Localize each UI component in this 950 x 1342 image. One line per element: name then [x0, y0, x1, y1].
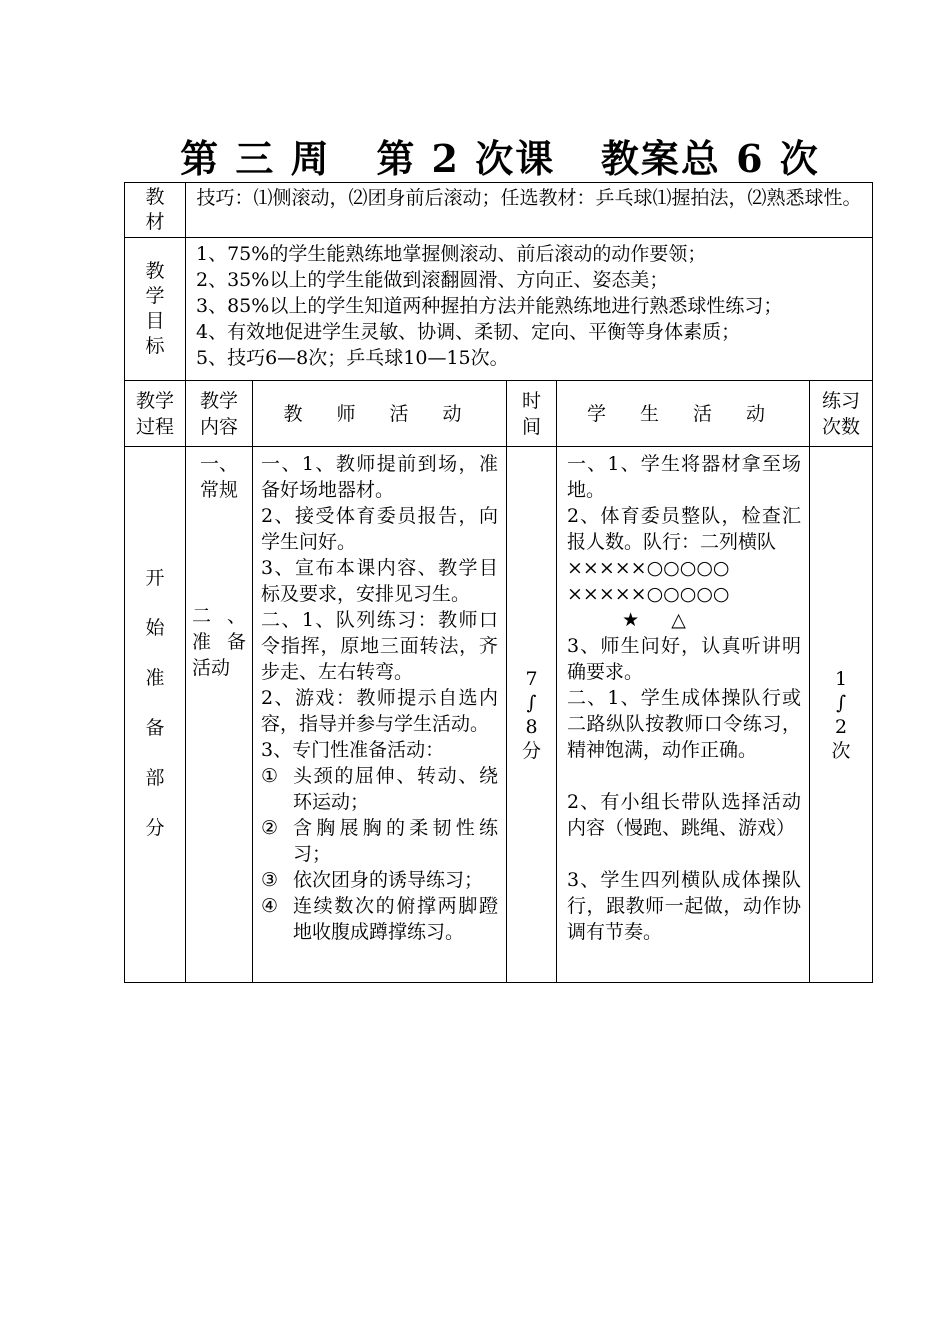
reps-cell: 1 ∫ 2 次 [810, 447, 873, 983]
objective-item: 2、35%以上的学生能做到滚翻圆滑、方向正、姿态美； [196, 269, 669, 291]
header-time: 时间 [507, 381, 557, 447]
formation-row: ×××××○○○○○ [567, 557, 730, 579]
teacher-para: 一、1、教师提前到场，准备好场地器材。 [261, 453, 498, 501]
student-para: 二、1、学生成体操队行或二路纵队按教师口令练习，精神饱满，动作正确。 [567, 687, 801, 761]
objective-item: 4、有效地促进学生灵敏、协调、柔韧、定向、平衡等身体素质； [196, 321, 741, 343]
objectives-list [186, 238, 873, 381]
material-label: 教 材 [125, 183, 186, 238]
student-para: 3、师生问好，认真听讲明确要求。 [567, 635, 801, 683]
circled-number: ② [261, 817, 279, 839]
content-routine: 一、常规 [199, 453, 238, 501]
content-cell [186, 447, 253, 983]
part-label: 开 始 准 备 部 分 [125, 447, 186, 983]
objective-item: 1、75%的学生能熟练地掌握侧滚动、前后滚动的动作要领； [196, 243, 707, 265]
warmup-section-row [125, 447, 873, 983]
student-para: 2、有小组长带队选择活动内容（慢跑、跳绳、游戏） [567, 791, 801, 839]
lesson-plan-table [124, 182, 873, 983]
header-reps: 练习次数 [810, 381, 873, 447]
student-para: 3、学生四列横队成体操队行，跟教师一起做，动作协调有节奏。 [567, 869, 801, 943]
formation-row: ×××××○○○○○ [567, 583, 730, 605]
student-activity-cell [557, 447, 810, 983]
teacher-para: 3、专门性准备活动： [261, 739, 445, 761]
header-content: 教学内容 [186, 381, 253, 447]
content-warmup: 二、准备活动 [192, 605, 246, 679]
teacher-list-item: ④ 连续数次的俯撑两脚蹬地收腹成蹲撑练习。 [261, 895, 498, 943]
header-row [125, 381, 873, 447]
header-process: 教学过程 [125, 381, 186, 447]
material-row [125, 183, 873, 238]
time-cell: 7 ∫ 8 分 [507, 447, 557, 983]
student-para: 一、1、学生将器材拿至场地。 [567, 453, 801, 501]
teacher-list-item: ① 头颈的屈伸、转动、绕环运动； [261, 765, 498, 813]
circled-number: ③ [261, 869, 279, 891]
page-title: 第 三 周 第 2 次课 教案总 6 次 [180, 136, 820, 181]
teacher-para: 2、接受体育委员报告，向学生问好。 [261, 505, 498, 553]
objective-item: 3、85%以上的学生知道两种握拍方法并能熟练地进行熟悉球性练习； [196, 295, 783, 317]
circled-number: ④ [261, 895, 279, 917]
student-para: 2、体育委员整队，检查汇报人数。队行：二列横队 [567, 505, 801, 553]
header-teacher: 教 师 活 动 [253, 381, 507, 447]
formation-marks: ★ △ [622, 609, 686, 631]
objective-item: 5、技巧6—8次；乒乓球10—15次。 [196, 347, 509, 369]
objectives-label: 教 学 目 标 [125, 238, 186, 381]
objectives-row [125, 238, 873, 381]
teacher-list-item: ② 含胸展胸的柔韧性练习； [261, 817, 498, 865]
teacher-para: 二、1、队列练习：教师口令指挥，原地三面转法，齐步走、左右转弯。 [261, 609, 498, 683]
teacher-para: 3、宣布本课内容、教学目标及要求，安排见习生。 [261, 557, 498, 605]
teacher-para: 2、游戏：教师提示自选内容，指导并参与学生活动。 [261, 687, 498, 735]
teacher-activity-cell [253, 447, 507, 983]
material-content: 技巧：⑴侧滚动，⑵团身前后滚动；任选教材：乒乓球⑴握拍法，⑵熟悉球性。 [186, 183, 873, 238]
circled-number: ① [261, 765, 279, 787]
teacher-list-item: ③ 依次团身的诱导练习； [261, 869, 484, 891]
header-student: 学 生 活 动 [557, 381, 810, 447]
